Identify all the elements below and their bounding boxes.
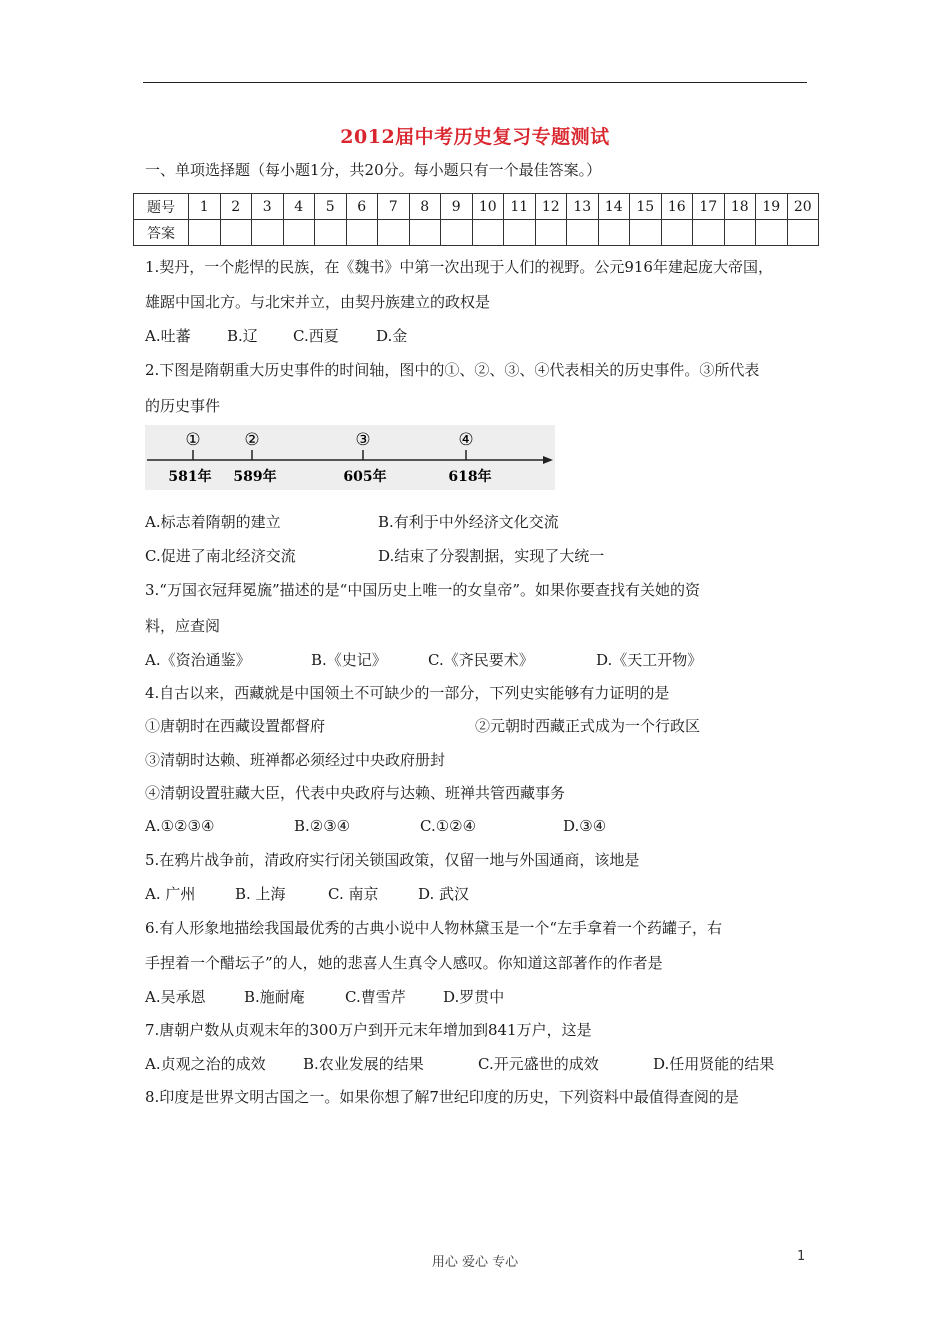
- option: B.农业发展的结果: [303, 1055, 424, 1073]
- question-number: 18: [724, 194, 756, 220]
- answer-cell[interactable]: [378, 220, 410, 246]
- question-number: 12: [535, 194, 567, 220]
- option: C.曹雪芹: [345, 988, 406, 1006]
- option: A.标志着隋朝的建立: [145, 513, 281, 531]
- question-number: 5: [315, 194, 347, 220]
- question-number: 2: [220, 194, 252, 220]
- option: D.任用贤能的结果: [653, 1055, 775, 1073]
- statement: ①唐朝时在西藏设置都督府: [145, 717, 326, 735]
- question-stem: 6.有人形象地描绘我国最优秀的古典小说中人物林黛玉是一个“左手拿着一个药罐子，右: [145, 919, 722, 937]
- question-stem: 4.自古以来，西藏就是中国领土不可缺少的一部分，下列史实能够有力证明的是: [145, 684, 670, 702]
- option: A.贞观之治的成效: [145, 1055, 266, 1073]
- timeline-year: 581年: [168, 469, 212, 485]
- answer-table-answer-row: [134, 220, 819, 246]
- page-title: 2012届中考历史复习专题测试: [340, 126, 610, 148]
- page-footer: 用心 爱心 专心: [431, 1255, 519, 1270]
- question-stem: 5.在鸦片战争前，清政府实行闭关锁国政策，仅留一地与外国通商，该地是: [145, 851, 640, 869]
- answer-cell[interactable]: [252, 220, 284, 246]
- answer-table: [133, 193, 819, 246]
- answer-cell[interactable]: [724, 220, 756, 246]
- table-row-label: 题号: [134, 194, 189, 220]
- answer-cell[interactable]: [283, 220, 315, 246]
- question-number: 17: [693, 194, 725, 220]
- option: A.吴承恩: [145, 988, 206, 1006]
- answer-cell[interactable]: [787, 220, 819, 246]
- option: B.②③④: [294, 817, 351, 835]
- answer-cell[interactable]: [346, 220, 378, 246]
- timeline-year: 605年: [343, 469, 387, 485]
- answer-cell[interactable]: [756, 220, 788, 246]
- question-number: 1: [189, 194, 221, 220]
- question-stem: 雄踞中国北方。与北宋并立，由契丹族建立的政权是: [145, 293, 491, 311]
- option: C.①②④: [420, 817, 477, 835]
- answer-cell[interactable]: [693, 220, 725, 246]
- answer-cell[interactable]: [409, 220, 441, 246]
- question-number: 14: [598, 194, 630, 220]
- question-number: 13: [567, 194, 599, 220]
- option: B.有利于中外经济文化交流: [378, 513, 559, 531]
- question-number: 4: [283, 194, 315, 220]
- answer-cell[interactable]: [598, 220, 630, 246]
- question-number: 19: [756, 194, 788, 220]
- option: A.吐蕃: [145, 327, 191, 345]
- option: A.《资治通鉴》: [145, 651, 251, 669]
- question-stem: 料，应查阅: [145, 617, 221, 635]
- timeline-year: 589年: [233, 469, 277, 485]
- statement: ④清朝设置驻藏大臣，代表中央政府与达赖、班禅共管西藏事务: [145, 784, 566, 802]
- option: B.施耐庵: [244, 988, 305, 1006]
- answer-cell[interactable]: [567, 220, 599, 246]
- question-number: 11: [504, 194, 536, 220]
- timeline-marker: ④: [458, 430, 474, 450]
- option: D. 武汉: [418, 885, 470, 903]
- statement: ③清朝时达赖、班禅都必须经过中央政府册封: [145, 751, 446, 769]
- timeline-marker: ①: [185, 430, 201, 450]
- question-number: 6: [346, 194, 378, 220]
- page-number: 1: [797, 1249, 806, 1264]
- header-rule: [143, 82, 807, 83]
- option: B. 上海: [235, 885, 286, 903]
- section-heading: 一、单项选择题（每小题1分，共20分。每小题只有一个最佳答案。）: [145, 161, 602, 179]
- option: B.《史记》: [311, 651, 387, 669]
- answer-cell[interactable]: [535, 220, 567, 246]
- option: D.《天工开物》: [596, 651, 703, 669]
- option: A.①②③④: [145, 817, 215, 835]
- option: D.③④: [563, 817, 607, 835]
- question-number: 3: [252, 194, 284, 220]
- question-stem: 3.“万国衣冠拜冕旒”描述的是“中国历史上唯一的女皇帝”。如果你要查找有关她的资: [145, 581, 700, 599]
- answer-cell[interactable]: [315, 220, 347, 246]
- answer-cell[interactable]: [630, 220, 662, 246]
- answer-cell[interactable]: [189, 220, 221, 246]
- table-row-label: 答案: [134, 220, 189, 246]
- question-number: 15: [630, 194, 662, 220]
- question-stem: 8.印度是世界文明古国之一。如果你想了解7世纪印度的历史，下列资料中最值得查阅的是: [145, 1088, 739, 1106]
- answer-table-number-row: [134, 194, 819, 220]
- question-number: 20: [787, 194, 819, 220]
- question-number: 16: [661, 194, 693, 220]
- option: C.开元盛世的成效: [478, 1055, 599, 1073]
- option: D.结束了分裂割据，实现了大统一: [378, 547, 605, 565]
- option: D.金: [376, 327, 408, 345]
- option: A. 广州: [145, 885, 196, 903]
- question-number: 8: [409, 194, 441, 220]
- option: B.辽: [227, 327, 258, 345]
- timeline-year: 618年: [448, 469, 492, 485]
- option: C.西夏: [293, 327, 339, 345]
- option: C.《齐民要术》: [428, 651, 534, 669]
- statement: ②元朝时西藏正式成为一个行政区: [475, 717, 701, 735]
- option: C.促进了南北经济交流: [145, 547, 296, 565]
- timeline-marker: ②: [244, 430, 260, 450]
- question-number: 10: [472, 194, 504, 220]
- option: C. 南京: [328, 885, 379, 903]
- answer-cell[interactable]: [220, 220, 252, 246]
- answer-cell[interactable]: [472, 220, 504, 246]
- timeline-marker: ③: [355, 430, 371, 450]
- question-number: 9: [441, 194, 473, 220]
- timeline-figure: [145, 425, 555, 490]
- option: D.罗贯中: [443, 988, 505, 1006]
- question-stem: 1.契丹，一个彪悍的民族，在《魏书》中第一次出现于人们的视野。公元916年建起庞大帝国，: [145, 258, 773, 276]
- question-stem: 手捏着一个醋坛子”的人，她的悲喜人生真令人感叹。你知道这部著作的作者是: [145, 954, 663, 972]
- question-number: 7: [378, 194, 410, 220]
- answer-cell[interactable]: [504, 220, 536, 246]
- answer-cell[interactable]: [661, 220, 693, 246]
- question-stem: 的历史事件: [145, 397, 221, 415]
- arrow-icon: [543, 456, 553, 464]
- answer-cell[interactable]: [441, 220, 473, 246]
- question-stem: 2.下图是隋朝重大历史事件的时间轴，图中的①、②、③、④代表相关的历史事件。③所代表: [145, 361, 760, 379]
- question-stem: 7.唐朝户数从贞观末年的300万户到开元末年增加到841万户，这是: [145, 1021, 592, 1039]
